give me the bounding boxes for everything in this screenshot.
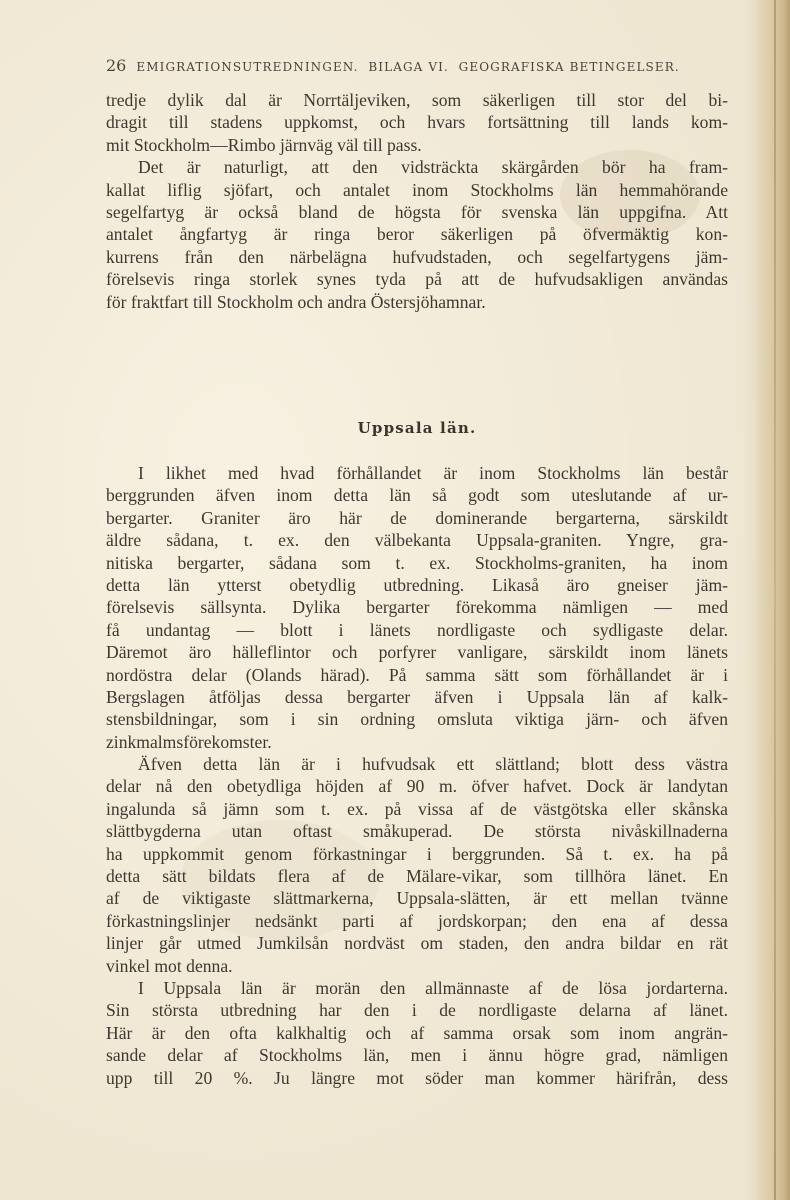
text-line: för fraktfart till Stockholm och andra Östersjöhamnar. [106, 291, 486, 312]
text-line: I likhet med hvad förhållandet är inom Stockholms län består [138, 463, 728, 483]
text-line: få undantag — blott i länets nordligaste och sydligaste delar. [106, 619, 728, 640]
text-line: af de viktigaste slättmarkerna, Uppsala-slätten, är ett mellan tvänne [106, 888, 728, 909]
text-line: I Uppsala län är morän den allmännaste af de lösa jordarterna. [138, 977, 728, 998]
text-line: ingalunda så jämn som t. ex. på vissa af de västgötska eller skånska [106, 798, 728, 819]
text-line: linjer går utmed Jumkilsån nordväst om staden, den andra bildar en rät [106, 933, 728, 954]
text-line: förelsevis sällsynta. Dylika bergarter förekomma nämligen — med [106, 597, 728, 618]
text-line: upp till 20 %. Ju längre mot söder man kommer härifrån, dess [106, 1067, 728, 1088]
uppsala-paragraphs [106, 462, 728, 1089]
text-line: segelfartyg är också bland de högsta för svenska län uppgifna. Att [106, 201, 728, 222]
text-line: berggrunden äfven inom detta län så godt som uteslutande af ur- [106, 485, 728, 506]
text-line: tredje dylik dal är Norrtäljeviken, som säkerligen till stor del bi- [106, 90, 728, 110]
text-line: Det är naturligt, att den vidsträckta skärgården bör ha fram- [138, 157, 728, 178]
text-line: detta sätt bildats flera af de Mälare-vikar, som tillhöra länet. En [106, 866, 728, 887]
page-number: 26 [106, 56, 127, 75]
text-line: detta län ytterst obetydlig utbredning. Likaså äro gneiser jäm- [106, 574, 728, 595]
intro-paragraphs [106, 89, 728, 313]
book-gutter-line [774, 0, 776, 1200]
text-line: bergarter. Graniter äro här de dominerande bergarterna, särskildt [106, 507, 728, 528]
text-line: delar nå den obetydliga höjden af 90 m. öfver hafvet. Dock är landytan [106, 776, 728, 797]
text-line: sande delar af Stockholms län, men i ännu högre grad, nämligen [106, 1045, 728, 1066]
text-line: Äfven detta län är i hufvudsak ett slättland; blott dess västra [138, 754, 728, 775]
text-line: kallat liflig sjöfart, och antalet inom Stockholms län hemmahörande [106, 179, 728, 200]
text-line: vinkel mot denna. [106, 955, 233, 976]
text-line: Bergslagen åtföljas dessa bergarter äfven i Uppsala län af kalk- [106, 686, 728, 707]
text-line: zinkmalmsförekomster. [106, 731, 272, 752]
book-spine-shadow [756, 0, 790, 1200]
text-line: förkastningslinjer nedsänkt parti af jordskorpan; den ena af dessa [106, 910, 728, 931]
text-line: kurrens från den närbelägna hufvudstaden, och segelfartygens jäm- [106, 246, 728, 267]
text-line: slättbygderna utan oftast småkuperad. De största nivåskillnaderna [106, 821, 728, 842]
text-line: Här är den ofta kalkhaltig och af samma orsak som inom angrän- [106, 1022, 728, 1043]
text-line: mit Stockholm—Rimbo järnväg väl till pass. [106, 134, 422, 155]
text-line: dragit till stadens uppkomst, och hvars fortsättning till lands kom- [106, 112, 728, 133]
text-line: nitiska bergarter, sådana som t. ex. Stockholms-graniten, ha inom [106, 552, 728, 573]
running-header [106, 56, 726, 75]
text-line: Däremot äro hälleflintor och porfyrer vanligare, särskildt inom länets [106, 642, 728, 663]
text-line: antalet ångfartyg är ringa beror säkerligen på öfvermäktig kon- [106, 224, 728, 245]
text-line: stensbildningar, som i sin ordning omsluta viktiga järn- och äfven [106, 709, 728, 730]
text-line: äldre sådana, t. ex. den välbekanta Uppsala-graniten. Yngre, gra- [106, 530, 728, 551]
section-heading: Uppsala län. [357, 419, 477, 437]
text-line: förelsevis ringa storlek synes tyda på att de hufvudsakligen användas [106, 269, 728, 290]
text-line: nordöstra delar (Olands härad). På samma sätt som förhållandet är i [106, 664, 728, 685]
running-title: EMIGRATIONSUTREDNINGEN. BILAGA VI. GEOGRAFISKA BETINGELSER. [136, 60, 680, 74]
text-line: Sin största utbredning har den i de nordligaste delarna af länet. [106, 1000, 728, 1021]
text-line: ha uppkommit genom förkastningar i berggrunden. Så t. ex. ha på [106, 843, 728, 864]
